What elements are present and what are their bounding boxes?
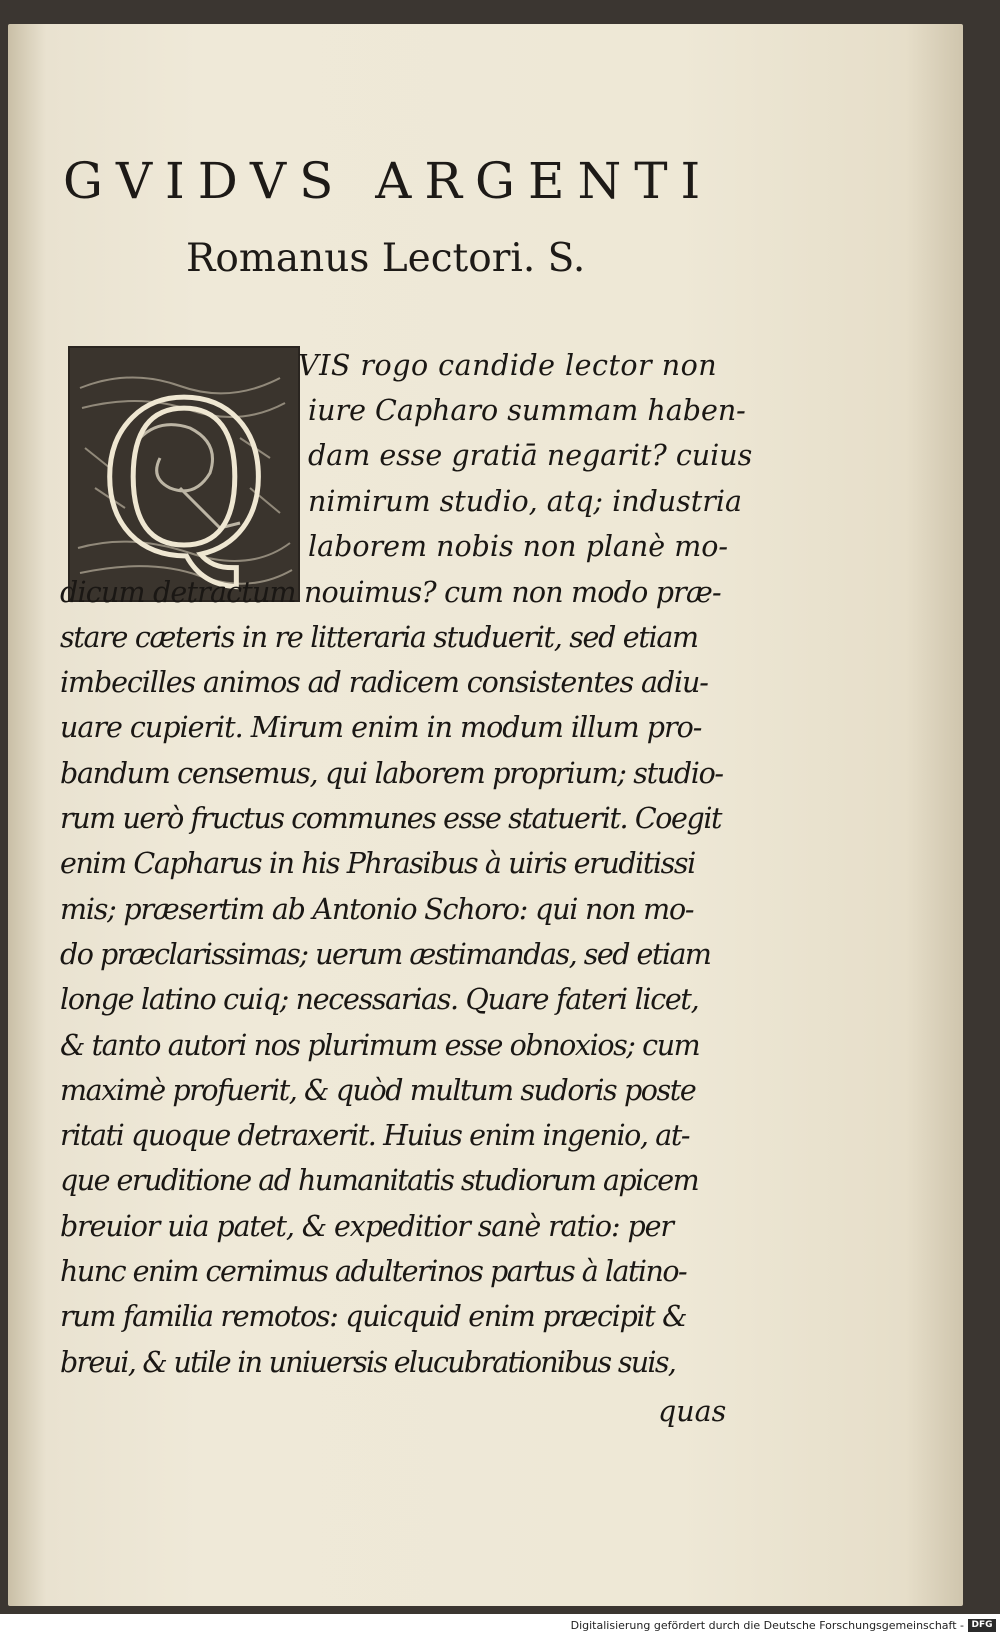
body-line: breuior uia patet, & expeditior sanè ratio: per: [60, 1210, 673, 1243]
body-line: imbecilles animos ad radicem consistentes adiu-: [60, 666, 708, 699]
page-heading: GVIDVS ARGENTI: [63, 152, 714, 210]
body-line: maximè profuerit, & quòd multum sudoris poste: [60, 1074, 696, 1107]
body-line: nimirum studio, atq; industria: [308, 485, 742, 518]
body-line: enim Capharus in his Phrasibus à uiris eruditissi: [60, 847, 695, 880]
body-line: mis; præsertim ab Antonio Schoro: qui non mo-: [60, 893, 694, 926]
body-line: hunc enim cernimus adulterinos partus à latino-: [60, 1255, 687, 1288]
body-line: stare cæteris in re litteraria studuerit, sed etiam: [60, 621, 698, 654]
body-line: rum uerò fructus communes esse statuerit. Coegit: [60, 802, 722, 835]
body-line: longe latino cuiq; necessarias. Quare fateri licet,: [60, 983, 699, 1016]
decorated-initial: [68, 346, 300, 602]
body-line: rum familia remotos: quicquid enim præcipit &: [60, 1300, 687, 1333]
body-line: dam esse gratiā negarit? cuius: [308, 439, 753, 472]
catchword: quas: [658, 1395, 727, 1428]
body-line: uare cupierit. Mirum enim in modum illum pro-: [60, 711, 702, 744]
body-line: ritati quoque detraxerit. Huius enim ingenio, at-: [60, 1119, 690, 1152]
body-line: VIS rogo candide lector non: [298, 349, 718, 382]
body-line: breui, & utile in uniuersis elucubrationibus suis,: [60, 1346, 676, 1379]
dfg-logo: DFG: [968, 1619, 996, 1632]
initial-letter: Q: [97, 358, 271, 600]
body-line: & tanto autori nos plurimum esse obnoxios; cum: [60, 1029, 700, 1062]
body-line: iure Capharo summam haben-: [308, 394, 746, 427]
body-line: dicum detractum nouimus? cum non modo præ-: [60, 576, 721, 609]
page-subheading: Romanus Lectori. S.: [186, 236, 586, 281]
body-line: laborem nobis non planè mo-: [308, 530, 729, 563]
body-line: que eruditione ad humanitatis studiorum apicem: [60, 1164, 699, 1197]
digitization-credit: Digitalisierung gefördert durch die Deutsche Forschungsgemeinschaft -: [570, 1619, 964, 1632]
body-line: do præclarissimas; uerum æstimandas, sed etiam: [60, 938, 711, 971]
body-line: bandum censemus, qui laborem proprium; studio-: [60, 757, 723, 790]
book-page: [8, 24, 963, 1606]
